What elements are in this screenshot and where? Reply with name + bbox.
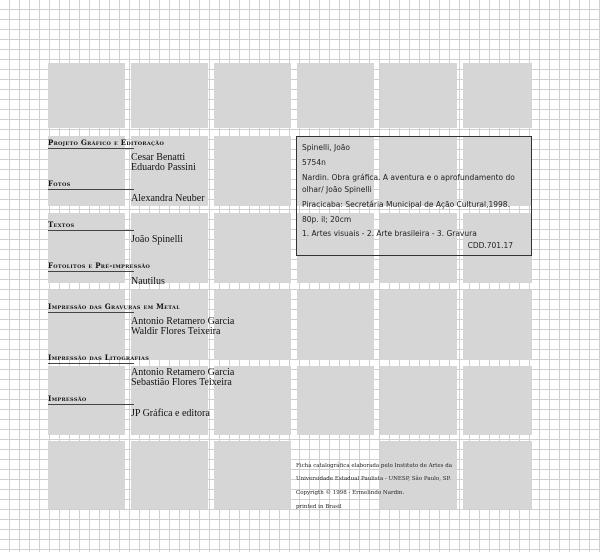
credit-title-projeto: Projeto Gráfico e Editoração — [48, 138, 165, 147]
grid-block — [463, 290, 532, 360]
grid-block — [214, 441, 291, 509]
grid-block — [214, 213, 291, 283]
divider — [48, 404, 134, 405]
credit-name: Antonio Retamero Garcia — [131, 367, 235, 378]
catalog-subjects: 1. Artes visuais - 2. Arte brasileira - 3. Gravura — [302, 229, 477, 238]
credit-name: Cesar Benatti — [131, 152, 186, 163]
divider — [48, 189, 134, 190]
divider — [48, 312, 134, 313]
grid-block — [131, 441, 208, 509]
grid-block — [297, 290, 374, 360]
grid-block — [48, 63, 125, 128]
catalog-card — [296, 136, 532, 256]
grid-block — [380, 441, 457, 509]
catalog-number: 5754n — [302, 158, 326, 167]
grid-block — [297, 63, 374, 128]
grid-block — [48, 290, 125, 360]
catalog-author: Spinelli, João — [302, 143, 350, 152]
printed-line: printed in Brasil — [296, 504, 342, 510]
credit-title-fotos: Fotos — [48, 179, 71, 188]
grid-block — [380, 366, 457, 435]
catalog-title-cont: olhar/ João Spinelli — [302, 185, 372, 194]
credit-name: Waldir Flores Teixeira — [131, 326, 221, 337]
catalog-physical: 80p. il; 20cm — [302, 215, 352, 224]
grid-block — [131, 63, 208, 128]
grid-block — [297, 366, 374, 435]
footnote-line: Ficha catalográfica elaborada pelo Instituto de Artes da — [296, 463, 453, 469]
grid-block — [463, 63, 532, 128]
footnote-line: Universidade Estadual Paulista - UNESP, São Paulo, SP. — [296, 476, 451, 482]
grid-block — [131, 213, 208, 283]
credit-name: Alexandra Neuber — [131, 193, 205, 204]
grid-block — [214, 63, 291, 128]
grid-block — [380, 63, 457, 128]
credit-name: JP Gráfica e editora — [131, 408, 210, 419]
divider — [48, 230, 134, 231]
credit-title-textos: Textos — [48, 220, 75, 229]
catalog-cdd: CDD.701.17 — [467, 241, 513, 250]
credit-title-gravuras: Impressão das Gravuras em Metal — [48, 302, 181, 311]
credit-name: Eduardo Passini — [131, 162, 196, 173]
grid-block — [214, 136, 291, 206]
catalog-publisher: Piracicaba: Secretária Municipal de Ação Cultural,1998. — [302, 200, 510, 209]
grid-block — [48, 441, 125, 509]
divider — [48, 363, 134, 364]
credit-title-fotolitos: Fotolitos e Pré-impressão — [48, 261, 151, 270]
credit-name: João Spinelli — [131, 234, 183, 245]
divider — [48, 148, 134, 149]
catalog-title: Nardin. Obra gráfica. A aventura e o aprofundamento do — [302, 173, 515, 182]
divider — [48, 271, 134, 272]
credit-name: Nautilus — [131, 276, 165, 287]
grid-block — [463, 441, 532, 509]
credit-title-impressao: Impressão — [48, 394, 87, 403]
copyright-line: Copyrigth © 1998 - Ermelindo Nardin. — [296, 490, 405, 496]
credit-name: Sebastião Flores Teixeira — [131, 377, 232, 388]
grid-block — [463, 366, 532, 435]
grid-block — [380, 290, 457, 360]
credit-name: Antonio Retamero Garcia — [131, 316, 235, 327]
credit-title-litografias: Impressão das Litografias — [48, 353, 150, 362]
